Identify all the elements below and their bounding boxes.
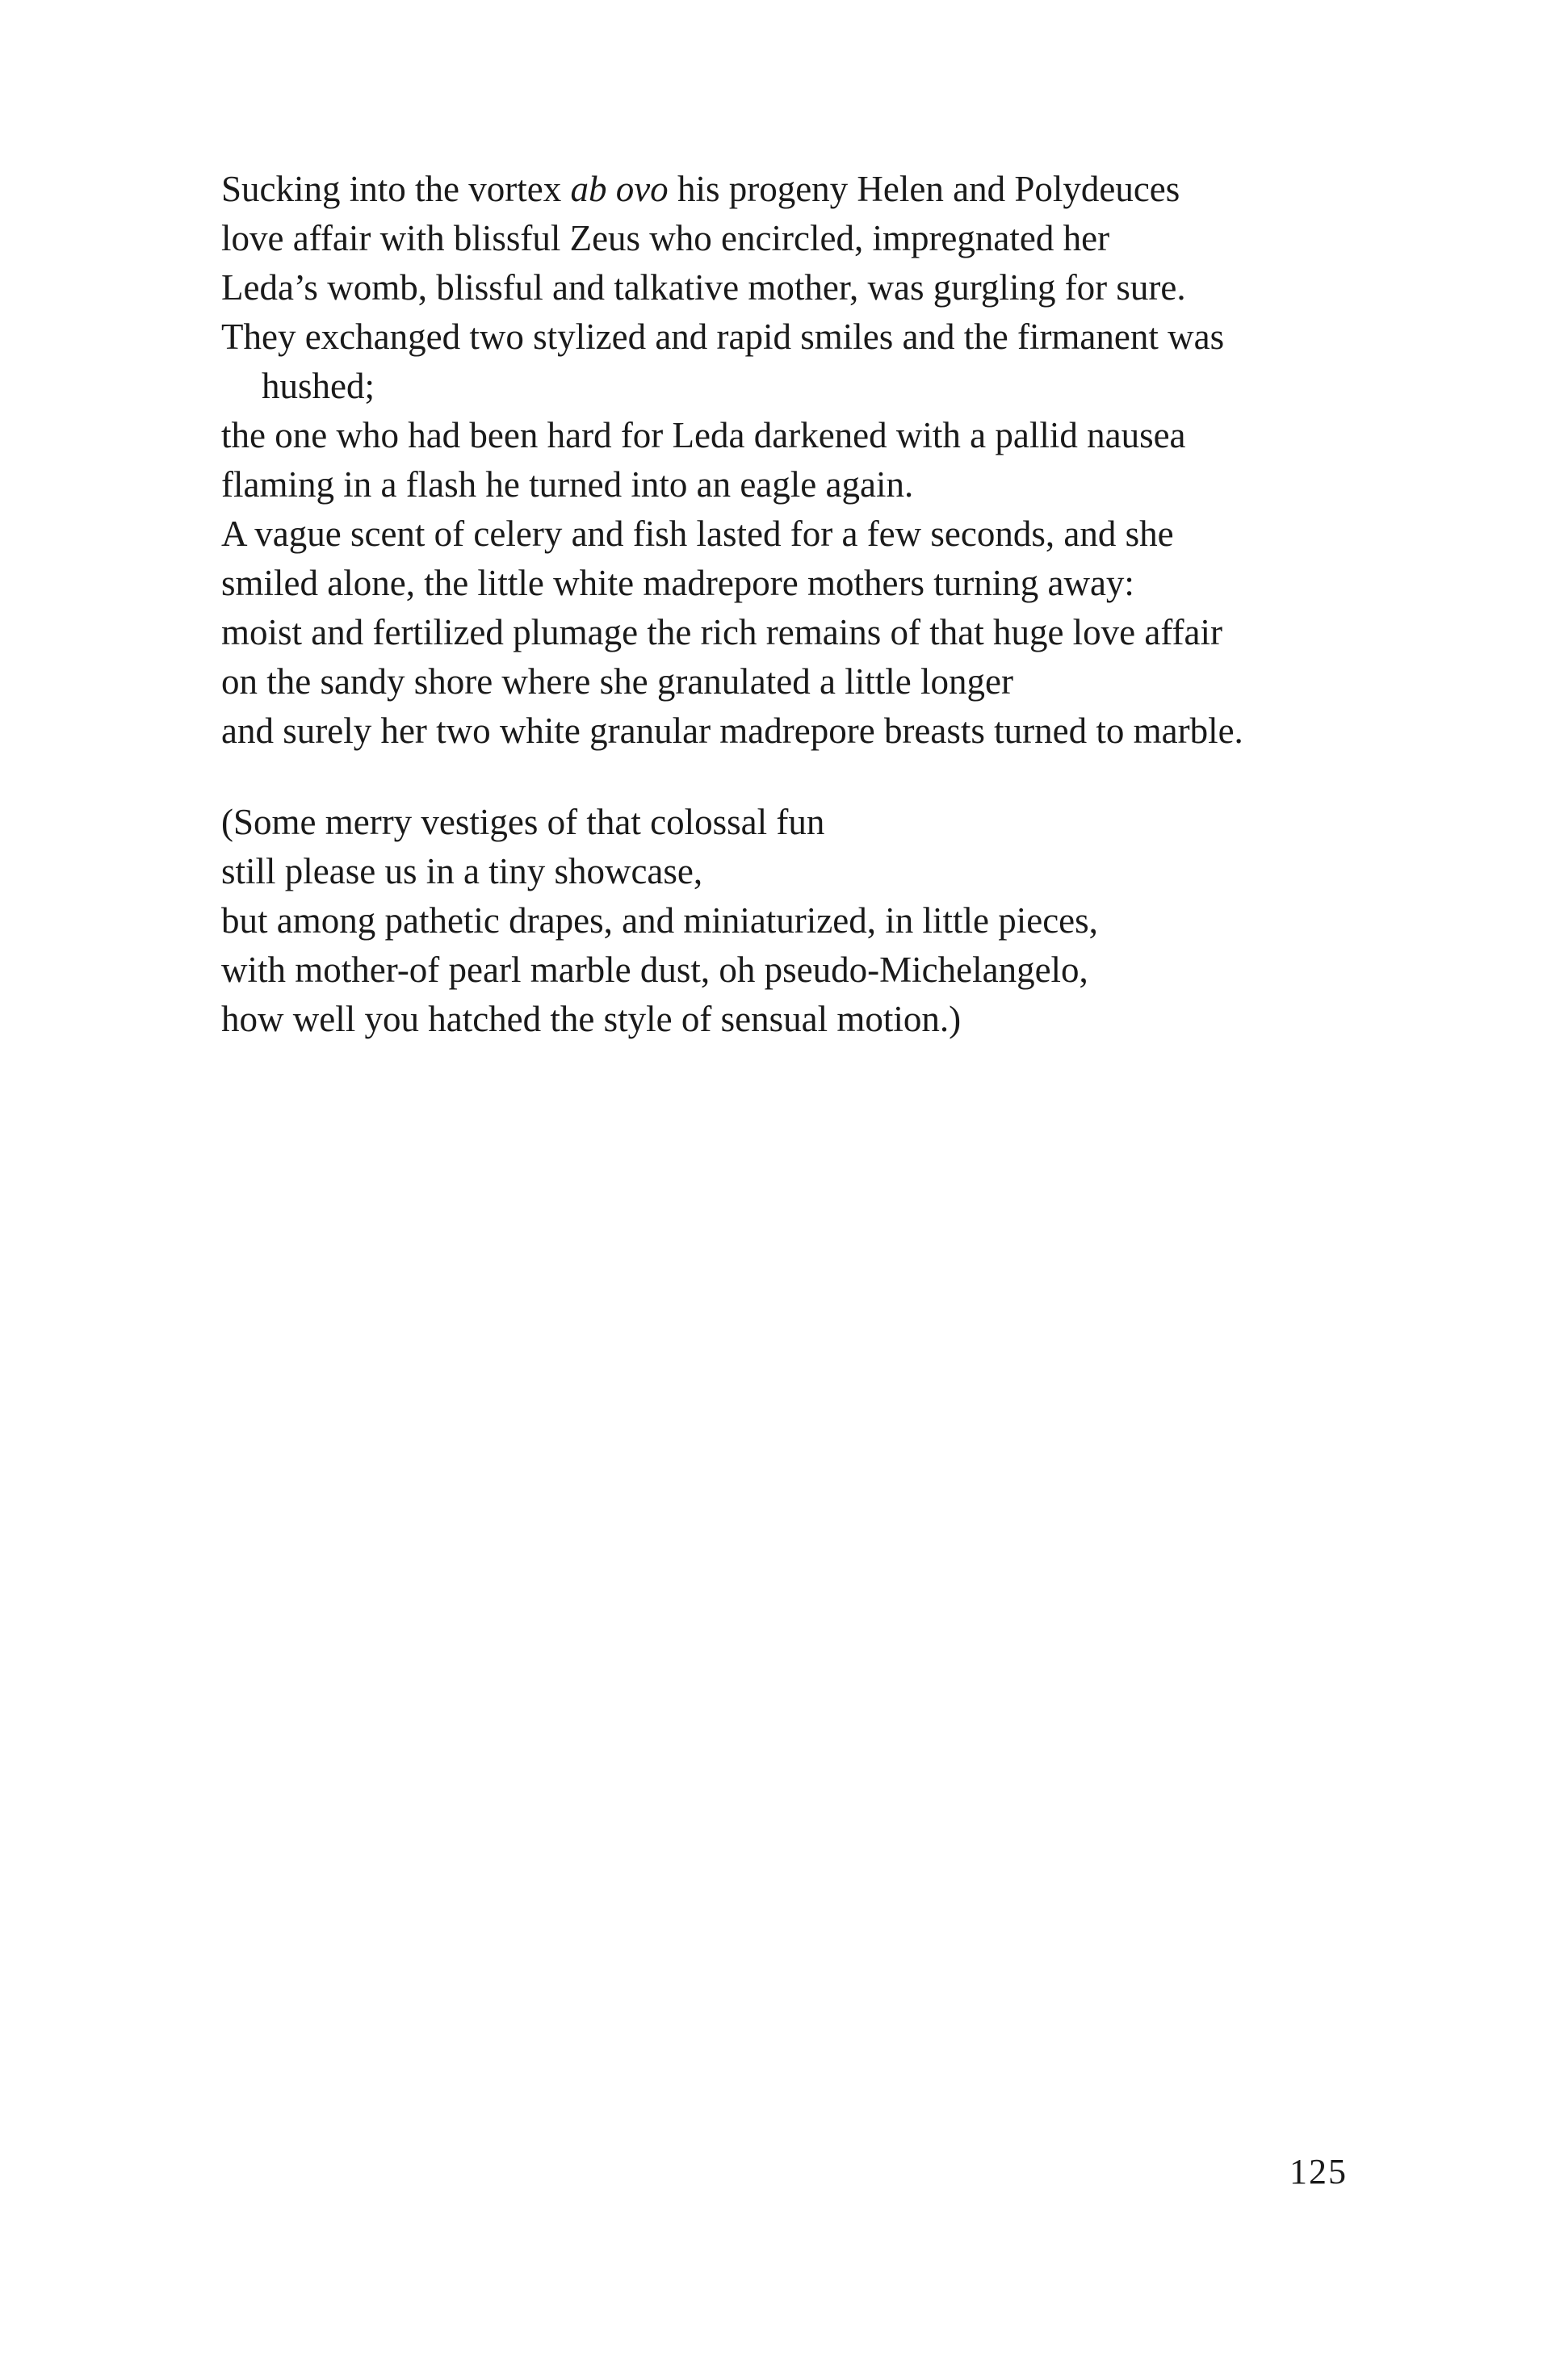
stanza-1 (221, 165, 1432, 756)
poem-line: A vague scent of celery and fish lasted for a few seconds, and she (221, 514, 1174, 554)
line-text: his progeny Helen and Polydeuces (668, 169, 1180, 209)
poem-line: still please us in a tiny showcase, (221, 851, 703, 891)
poem-line: and surely her two white granular madrepore breasts turned to marble. (221, 711, 1243, 751)
poem-line: love affair with blissful Zeus who encircled, impregnated her (221, 218, 1110, 258)
poem-line: Leda’s womb, blissful and talkative mother, was gurgling for sure. (221, 267, 1186, 308)
poem-line-continuation: hushed; (262, 366, 375, 406)
poem-line: moist and fertilized plumage the rich remains of that huge love affair (221, 612, 1222, 652)
italic-phrase: ab ovo (570, 169, 669, 209)
poem-line: but among pathetic drapes, and miniaturized, in little pieces, (221, 900, 1098, 941)
poem-line: the one who had been hard for Leda darkened with a pallid nausea (221, 415, 1186, 455)
poem-line: how well you hatched the style of sensual motion.) (221, 999, 962, 1039)
line-text: Sucking into the vortex (221, 169, 571, 209)
stanza-2 (221, 798, 1432, 1044)
poem-line (221, 165, 1432, 214)
poem-line: with mother-of pearl marble dust, oh pseudo-Michelangelo, (221, 950, 1088, 990)
poem-line: on the sandy shore where she granulated a little longer (221, 661, 1013, 702)
page-number: 125 (1289, 2152, 1348, 2191)
poem-line: flaming in a flash he turned into an eagle again. (221, 464, 914, 505)
poem-line: smiled alone, the little white madrepore mothers turning away: (221, 563, 1134, 603)
poem (221, 165, 1432, 1044)
poem-line: (Some merry vestiges of that colossal fun (221, 802, 825, 842)
poem-line: They exchanged two stylized and rapid smiles and the firmanent was (221, 317, 1225, 357)
